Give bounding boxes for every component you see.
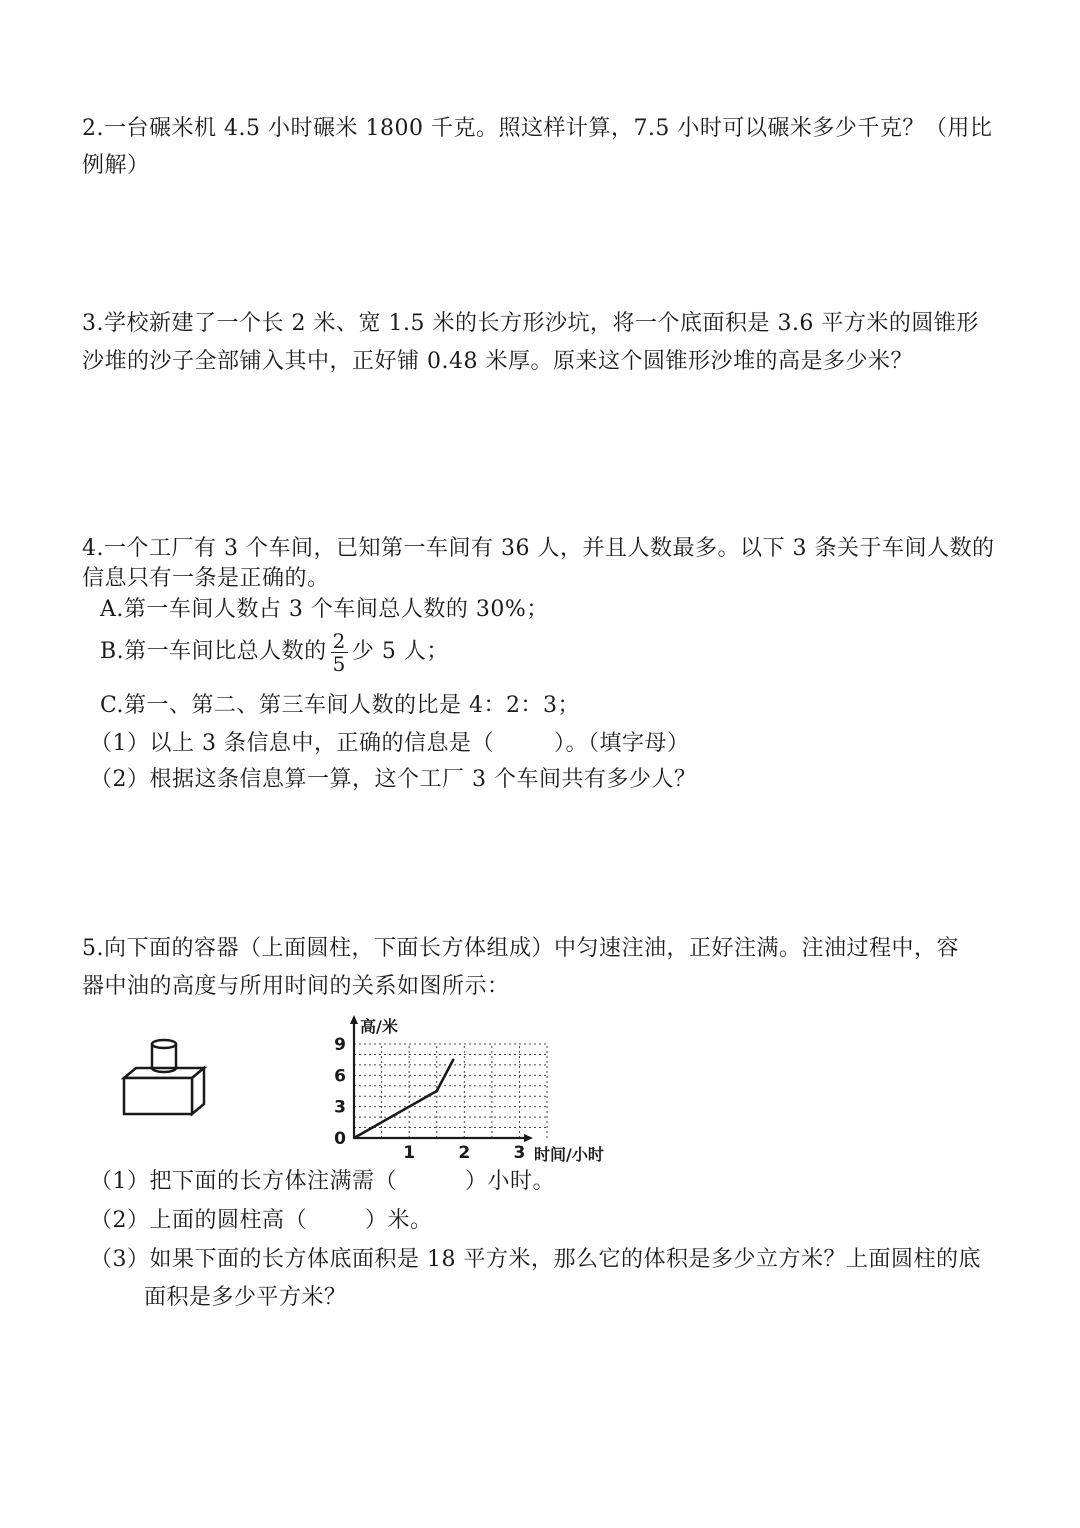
y-tick-label: 6 — [334, 1066, 346, 1087]
q3-line-2: 沙堆的沙子全部铺入其中，正好铺 0.48 米厚。原来这个圆锥形沙堆的高是多少米？ — [82, 349, 913, 374]
q5-line-2: 器中油的高度与所用时间的关系如图所示： — [82, 974, 510, 999]
chart-labels — [334, 1017, 604, 1164]
q5-sub-1 — [90, 1167, 555, 1197]
y-tick-label: 3 — [334, 1097, 346, 1118]
q5-sub-1-text: （1）把下面的长方体注满需（ — [90, 1169, 397, 1194]
series-line — [354, 1060, 453, 1138]
q2-line-2: 例解） — [82, 153, 150, 178]
y-axis-label: 高/米 — [360, 1017, 398, 1036]
q4-option-c: C.第一、第二、第三车间人数的比是 4：2：3； — [100, 693, 581, 718]
q5-sub-3-line-2: 面积是多少平方米？ — [144, 1285, 347, 1310]
q5-line-1: 5.向下面的容器（上面圆柱，下面长方体组成）中匀速注油，正好注满。注油过程中，容 — [82, 936, 959, 961]
q3-line-1: 3.学校新建了一个长 2 米、宽 1.5 米的长方形沙坑，将一个底面积是 3.6 平方米的圆锥形 — [82, 311, 979, 336]
fraction-numerator: 2 — [332, 628, 346, 653]
q4-option-b-text: B.第一车间比总人数的 — [100, 639, 327, 664]
q4-option-a: A.第一车间人数占 3 个车间总人数的 30%； — [100, 597, 549, 622]
q2-line-1: 2.一台碾米机 4.5 小时碾米 1800 千克。照这样计算，7.5 小时可以碾米多少千克？（用比 — [82, 116, 993, 141]
y-tick-label: 9 — [334, 1035, 346, 1055]
q5-sub-1-tail: ）小时。 — [465, 1169, 556, 1194]
chart-grid — [354, 1044, 547, 1138]
y-axis-arrow — [350, 1015, 358, 1024]
height-time-chart — [326, 1012, 626, 1168]
q5-sub-2 — [90, 1206, 433, 1236]
x-tick-label: 2 — [458, 1143, 471, 1163]
q5-sub-3-line-1: （3）如果下面的长方体底面积是 18 平方米，那么它的体积是多少立方米？上面圆柱的底 — [90, 1247, 981, 1272]
x-axis-arrow — [524, 1134, 533, 1142]
q4-option-b-tail: 少 5 人； — [351, 639, 449, 664]
x-axis-label: 时间/小时 — [534, 1145, 604, 1164]
fraction-denominator: 5 — [332, 651, 346, 676]
fraction — [331, 630, 348, 675]
q4-line-2: 信息只有一条是正确的。 — [82, 566, 330, 591]
y-tick-label: 0 — [334, 1129, 346, 1149]
q4-sub-2: （2）根据这条信息算一算，这个工厂 3 个车间共有多少人？ — [90, 767, 697, 792]
q4-option-b — [100, 628, 449, 676]
series-point — [353, 1137, 355, 1139]
series-point — [436, 1090, 438, 1092]
q4-line-1: 4.一个工厂有 3 个车间，已知第一车间有 36 人，并且人数最多。以下 3 条关于车间人数的 — [82, 536, 995, 561]
q5-sub-2-tail: ）米。 — [365, 1208, 433, 1233]
q5-sub-2-text: （2）上面的圆柱高（ — [90, 1208, 307, 1233]
x-tick-label: 3 — [513, 1143, 526, 1163]
q4-sub-1-text: （1）以上 3 条信息中，正确的信息是（ — [90, 731, 494, 756]
container-figure — [118, 1034, 210, 1118]
q4-sub-1 — [90, 729, 690, 759]
series-point — [452, 1058, 454, 1060]
q4-sub-1-tail: ）。（填字母） — [553, 731, 690, 756]
x-tick-label: 1 — [403, 1143, 416, 1163]
